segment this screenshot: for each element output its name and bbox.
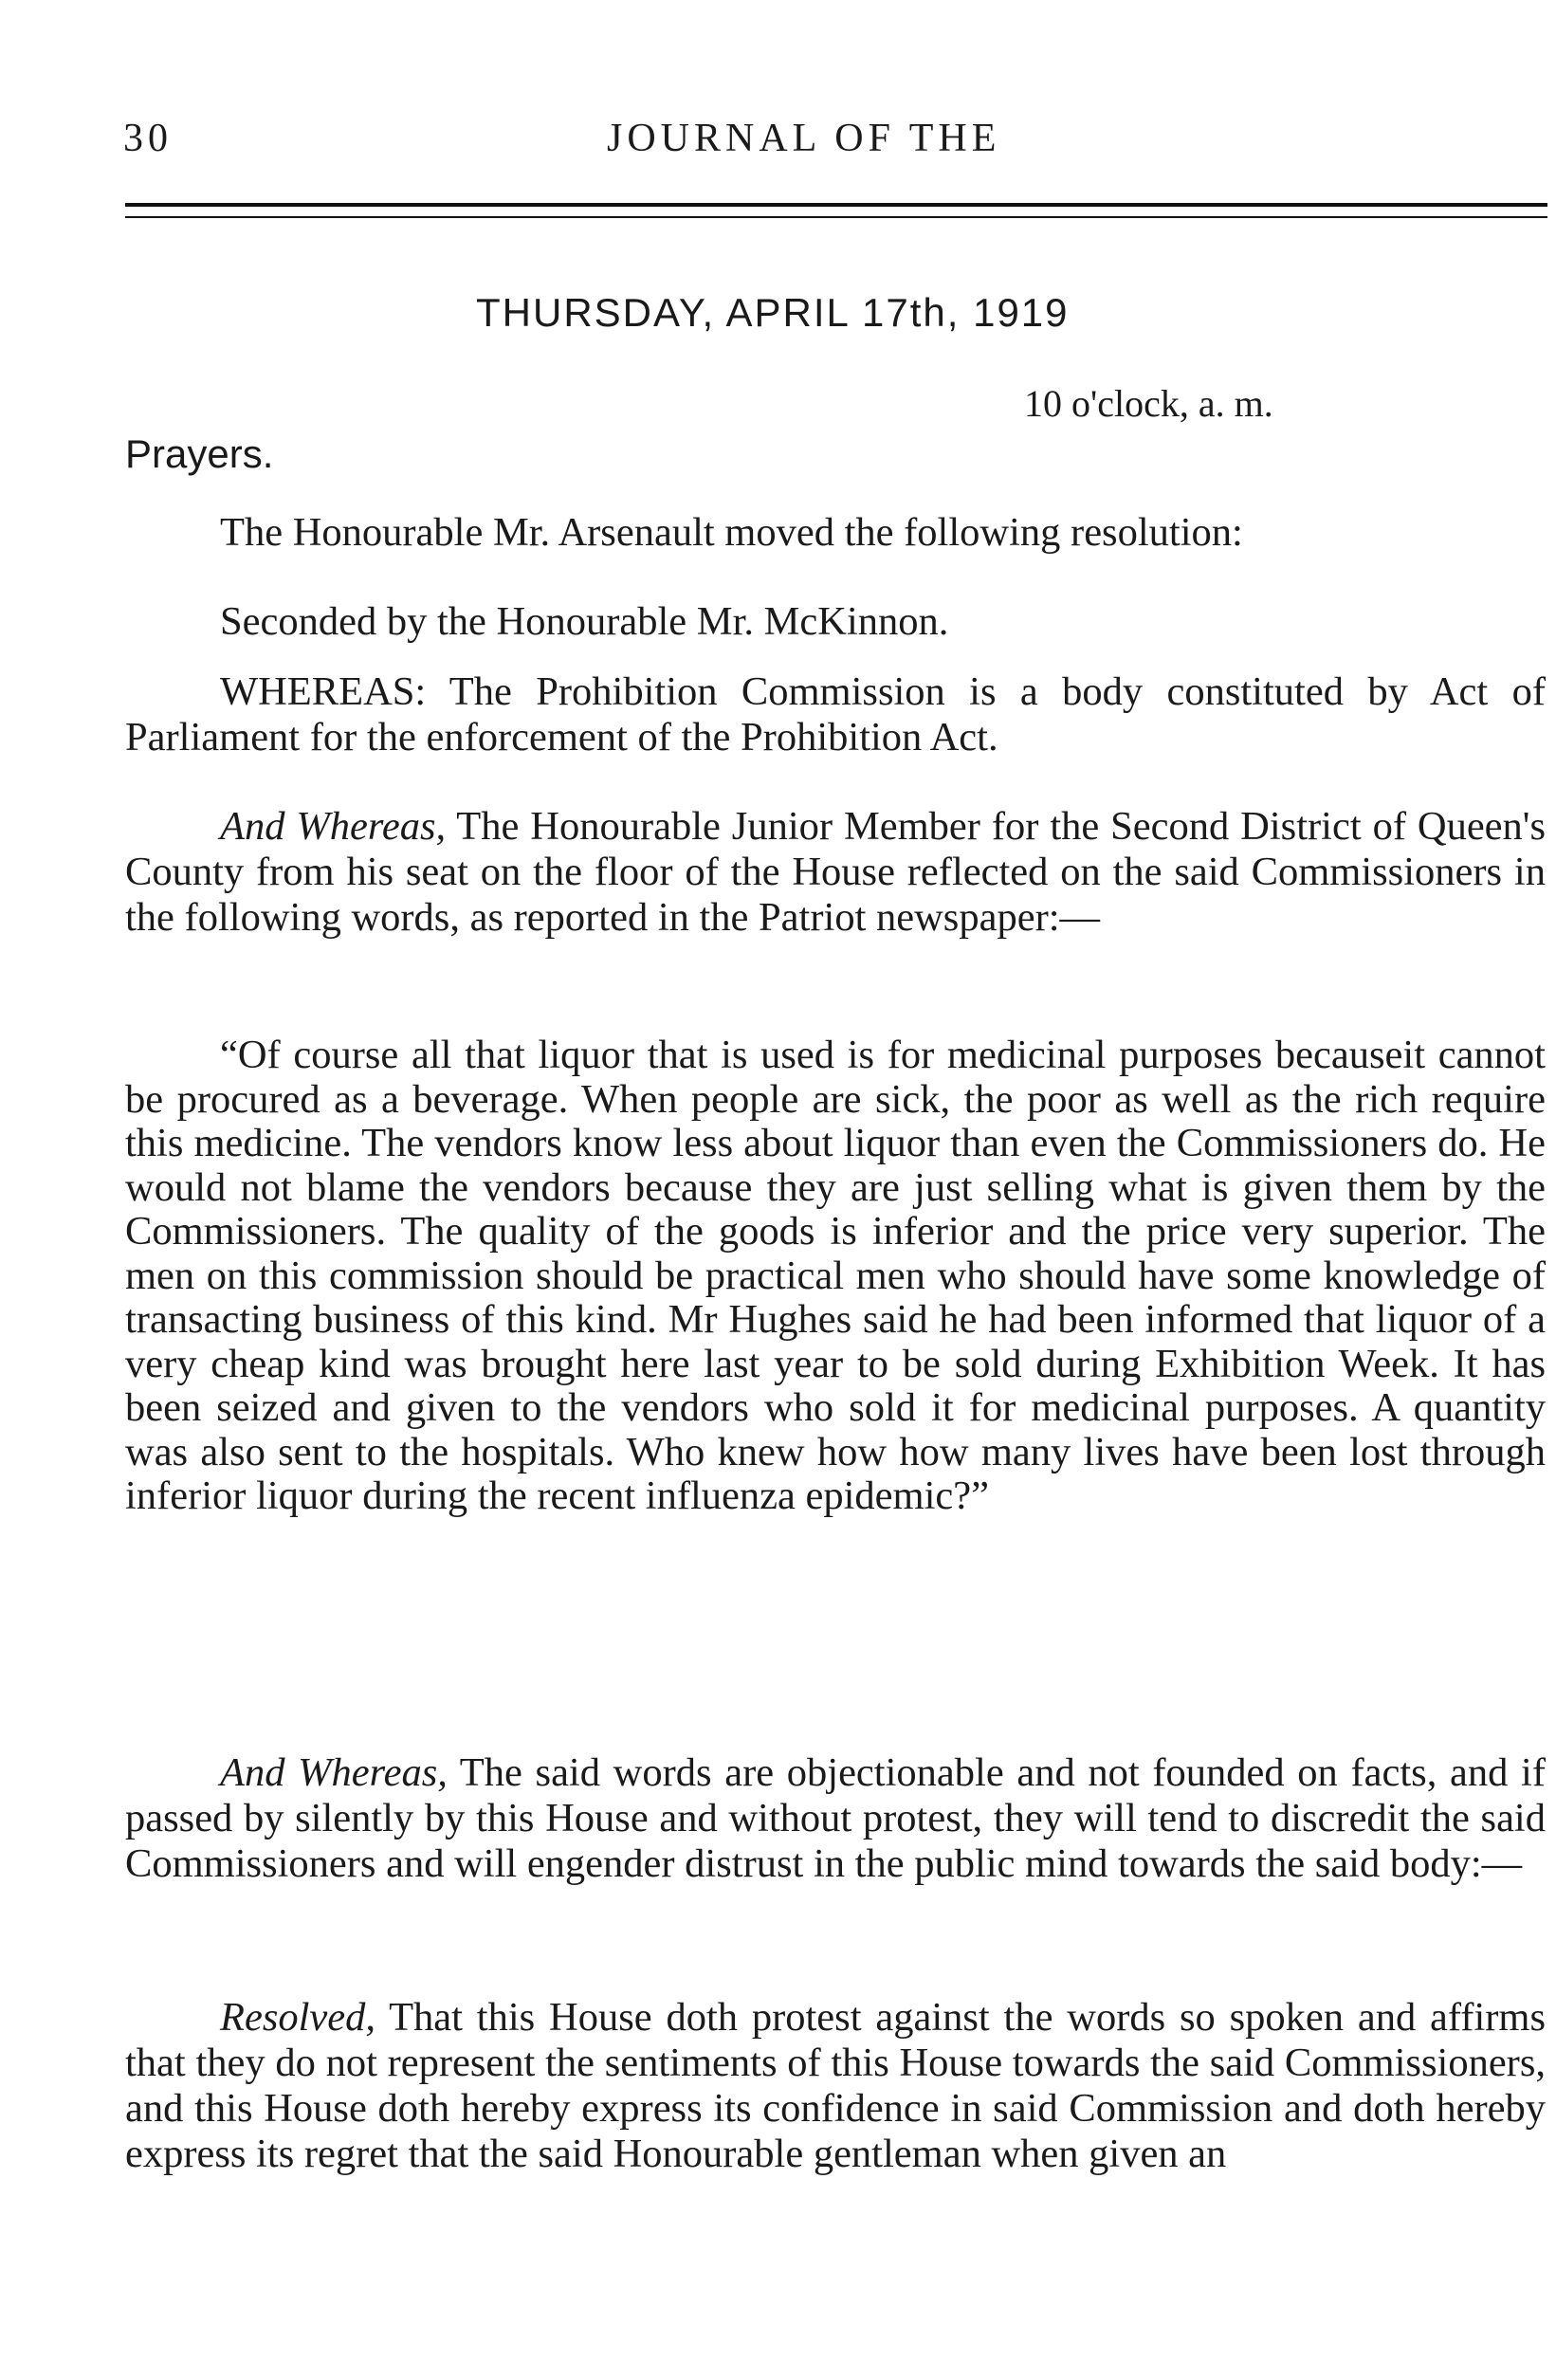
running-head: [123, 116, 1546, 173]
whereas-2-text: The Honourable Junior Member for the Second District of Queen's County from his seat on the floor of the House reflected on the said Commissioners in the following words, as reported in the Patriot newspaper:—: [125, 804, 1546, 940]
whereas-paragraph-1: WHEREAS: The Prohibition Commission is a body constituted by Act of Parliament for the enforcement of the Prohibition Act.: [125, 669, 1546, 760]
resolved-lead: Resolved,: [220, 1995, 376, 2040]
whereas-paragraph-3: [125, 1750, 1546, 1887]
resolved-paragraph: [125, 1995, 1546, 2177]
whereas-3-lead: And Whereas,: [220, 1750, 448, 1795]
seconded-paragraph: Seconded by the Honourable Mr. McKinnon.: [220, 599, 949, 644]
quotation-paragraph: “Of course all that liquor that is used is for medicinal purposes becauseit cannot be procured as a beverage. When people are sick, the poor as well as the rich require this medicine. The vendors know less about liquor than even the Commissioners do. He would not blame the vendors because they are just selling what is given them by the Commissioners. The quality of the goods is inferior and the price very superior. The men on this commission should be practical men who should have some knowledge of transacting business of this kind. Mr Hughes said he had been informed that liquor of a very cheap kind was brought here last year to be sold during Exhibition Week. It has been seized and given to the vendors who sold it for medicinal purposes. A quantity was also sent to the hospitals. Who knew how how many lives have been lost through inferior liquor during the recent influenza epidemic?”: [125, 1033, 1546, 1518]
header-rule-thick: [125, 203, 1547, 207]
prayers-heading: Prayers.: [125, 431, 274, 476]
page-number: 30: [123, 117, 173, 160]
motion-paragraph: The Honourable Mr. Arsenault moved the following resolution:: [220, 510, 1243, 555]
session-date-heading: THURSDAY, APRIL 17th, 1919: [476, 290, 1070, 335]
whereas-2-lead: And Whereas,: [220, 804, 447, 849]
session-time: 10 o'clock, a. m.: [1024, 382, 1273, 425]
whereas-3-text: The said words are objectionable and not founded on facts, and if passed by silently by this House and without protest, they will tend to discredit the said Commissioners and will engender distrust in the public mind towards the said body:—: [125, 1750, 1546, 1886]
header-rule-thin: [125, 216, 1547, 218]
whereas-paragraph-2: [125, 804, 1546, 941]
resolved-text: That this House doth protest against the words so spoken and affirms that they do not represent the sentiments of this House towards the said Commissioners, and this House doth hereby express its confidence in said Commission and doth hereby express its regret that the said Honourable gentleman when given an: [125, 1995, 1546, 2176]
journal-title: JOURNAL OF THE: [607, 117, 1001, 160]
